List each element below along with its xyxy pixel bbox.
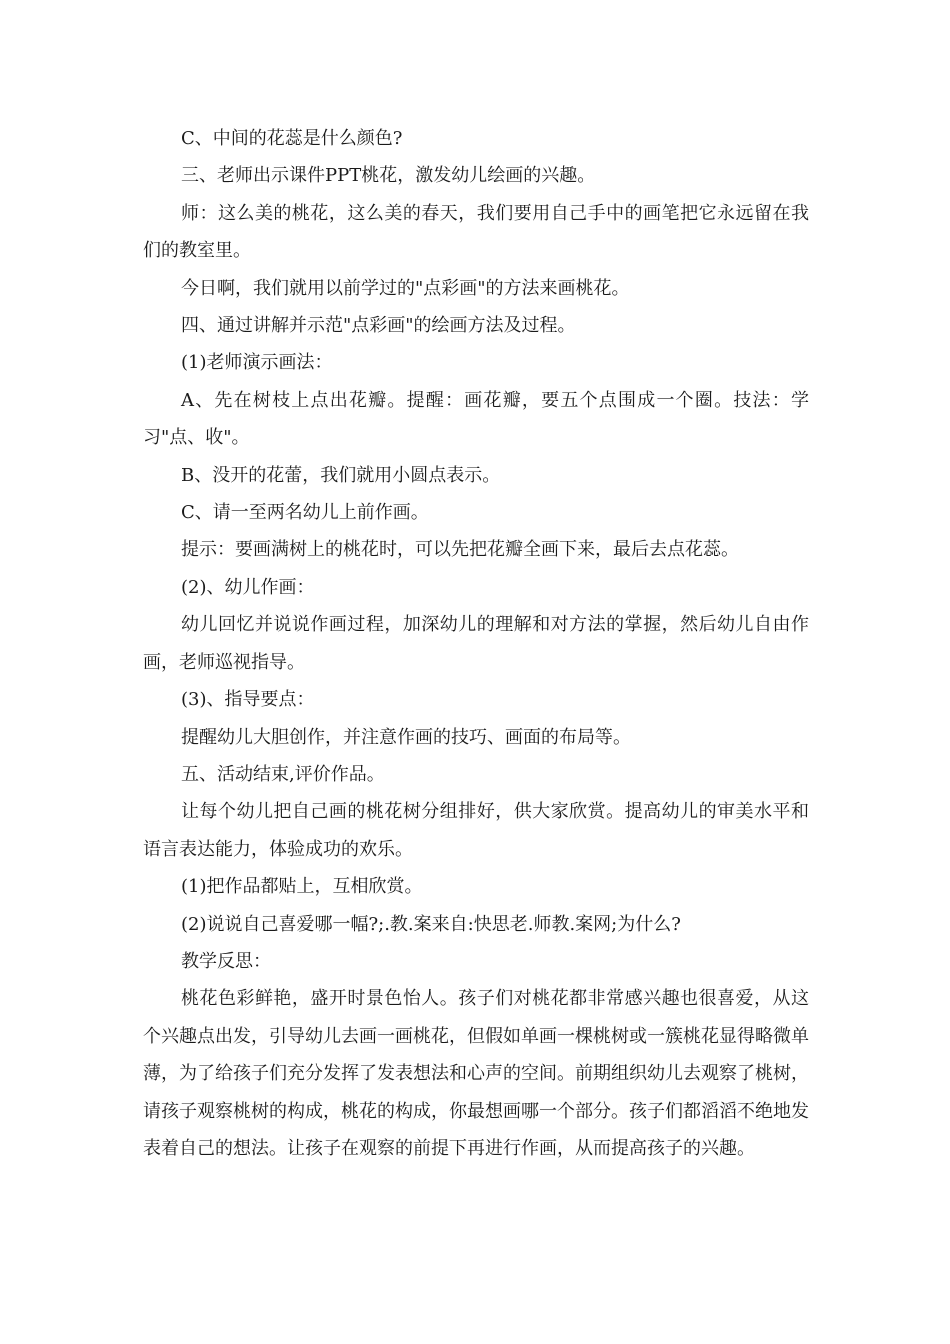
- paragraph-sub-2: (2)说说自己喜爱哪一幅?;.教.案来自:快思老.师教.案网;为什么?: [181, 913, 681, 935]
- paragraph-teacher-speech: 师：这么美的桃花，这么美的春天，我们要用自己手中的画笔把它永远留在我们的教室里。: [143, 202, 809, 262]
- paragraph-section-four: 四、通过讲解并示范"点彩画"的绘画方法及过程。: [181, 315, 576, 337]
- paragraph-step-a: A、先在树枝上点出花瓣。提醒：画花瓣，要五个点围成一个圈。技法：学习"点、收"。: [143, 389, 809, 449]
- paragraph-step-1: (1)老师演示画法：: [181, 352, 333, 374]
- paragraph-step-2: (2)、幼儿作画：: [181, 576, 315, 598]
- paragraph-reflection-body: 桃花色彩鲜艳，盛开时景色怡人。孩子们对桃花都非常感兴趣也很喜爱，从这个兴趣点出发，引导幼儿去画一画桃花，但假如单画一棵桃树或一簇桃花显得略微单薄，为了给孩子们充分发挥了发表想法和心声的空间。前期组织幼儿去观察了桃树，请孩子观察桃树的构成，桃花的构成，你最想画哪一个部分。孩子们都滔滔不绝地发表着自己的想法。让孩子在观察的前提下再进行作画，从而提高孩子的兴趣。: [143, 988, 809, 1159]
- paragraph-display: 让每个幼儿把自己画的桃花树分组排好，供大家欣赏。提高幼儿的审美水平和语言表达能力，体验成功的欢乐。: [143, 801, 809, 860]
- document-body: [143, 120, 809, 1167]
- paragraph-today: 今日啊，我们就用以前学过的"点彩画"的方法来画桃花。: [181, 277, 630, 299]
- paragraph-section-five: 五、活动结束,评价作品。: [181, 763, 385, 785]
- paragraph-children-recall: 幼儿回忆并说说作画过程，加深幼儿的理解和对方法的掌握，然后幼儿自由作画，老师巡视指导。: [143, 614, 809, 673]
- paragraph-hint: 提示：要画满树上的桃花时，可以先把花瓣全画下来，最后去点花蕊。: [181, 539, 739, 561]
- paragraph-reflection-heading: 教学反思：: [181, 950, 271, 972]
- paragraph-question-c: C、中间的花蕊是什么颜色?: [181, 128, 403, 149]
- paragraph-remind: 提醒幼儿大胆创作，并注意作画的技巧、画面的布局等。: [181, 726, 631, 748]
- paragraph-step-3: (3)、指导要点：: [181, 689, 315, 711]
- paragraph-step-c: C、请一至两名幼儿上前作画。: [181, 502, 429, 524]
- paragraph-step-b: B、没开的花蕾，我们就用小圆点表示。: [181, 464, 501, 486]
- paragraph-section-three: 三、老师出示课件PPT桃花，激发幼儿绘画的兴趣。: [181, 165, 596, 187]
- paragraph-sub-1: (1)把作品都贴上，互相欣赏。: [181, 876, 423, 898]
